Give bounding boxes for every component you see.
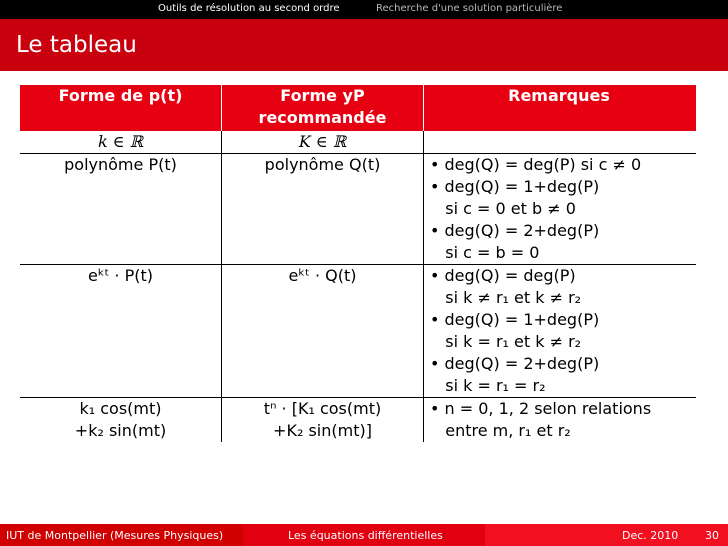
cell-remark: si c = 0 et b ≠ 0: [430, 199, 576, 218]
cell-form: [222, 331, 424, 353]
cell-input: k ∈ ℝ: [20, 131, 222, 154]
footer-author: IUT de Montpellier (Mesures Physiques): [6, 529, 224, 542]
header-col-input: Forme de p(t): [20, 85, 222, 107]
particular-solution-table: [20, 85, 696, 442]
cell-input: k₁ cos(mt): [20, 398, 222, 421]
cell-form: polynôme Q(t): [222, 154, 424, 177]
table-row: [20, 176, 696, 198]
table-header-row-2: [20, 107, 696, 131]
cell-remark: • deg(Q) = 2+deg(P): [430, 221, 600, 240]
nav-section[interactable]: Outils de résolution au second ordre: [158, 3, 340, 14]
cell-input: [20, 331, 222, 353]
cell-form: eᵏᵗ · Q(t): [222, 265, 424, 288]
cell-remark: [424, 131, 697, 154]
table-row: [20, 198, 696, 220]
cell-remark: si k ≠ r₁ et k ≠ r₂: [430, 288, 582, 307]
footer-author-box: [0, 524, 243, 546]
cell-form: [222, 242, 424, 265]
table-row: [20, 287, 696, 309]
cell-input: [20, 287, 222, 309]
cell-input: polynôme P(t): [20, 154, 222, 177]
cell-form: [222, 309, 424, 331]
cell-input: +k₂ sin(mt): [20, 420, 222, 442]
nav-subsection[interactable]: Recherche d'une solution particulière: [376, 3, 563, 14]
cell-remark: entre m, r₁ et r₂: [430, 421, 571, 440]
cell-input: [20, 309, 222, 331]
cell-form: K ∈ ℝ: [222, 131, 424, 154]
cell-form: [222, 353, 424, 375]
cell-input: [20, 220, 222, 242]
table-row: [20, 131, 696, 154]
table-row: [20, 220, 696, 242]
cell-remark: • n = 0, 1, 2 selon relations: [430, 399, 652, 418]
cell-input: [20, 198, 222, 220]
header-col-form-line2: recommandée: [222, 107, 424, 131]
table-row: [20, 331, 696, 353]
table-row: [20, 420, 696, 442]
cell-form: tⁿ · [K₁ cos(mt): [222, 398, 424, 421]
cell-input: [20, 176, 222, 198]
cell-input: [20, 242, 222, 265]
navigation-bar: [0, 0, 728, 19]
footer-title: Les équations différentielles: [288, 529, 443, 542]
table-row: [20, 398, 696, 421]
table-header-row: [20, 85, 696, 107]
table-row: [20, 309, 696, 331]
cell-remark: • deg(Q) = 1+deg(P): [430, 177, 600, 196]
cell-remark: • deg(Q) = deg(P) si c ≠ 0: [430, 155, 642, 174]
cell-input: [20, 353, 222, 375]
cell-form: [222, 220, 424, 242]
header-col-remarks: Remarques: [424, 85, 697, 107]
cell-input: [20, 375, 222, 398]
table-row: [20, 353, 696, 375]
table-row: [20, 154, 696, 177]
cell-form: [222, 375, 424, 398]
cell-remark: • deg(Q) = 1+deg(P): [430, 310, 600, 329]
cell-input: eᵏᵗ · P(t): [20, 265, 222, 288]
frame-title: Le tableau: [16, 32, 137, 58]
header-col-form: Forme yP: [222, 85, 424, 107]
cell-form: [222, 198, 424, 220]
cell-remark: si c = b = 0: [424, 242, 697, 265]
table-row: [20, 375, 696, 398]
cell-form: [222, 176, 424, 198]
footer-date-box: [485, 524, 728, 546]
footer-page-number: 30: [705, 529, 719, 542]
footer-bar: [0, 524, 728, 546]
cell-form: [222, 287, 424, 309]
cell-form: +K₂ sin(mt)]: [222, 420, 424, 442]
footer-date: Dec. 2010: [622, 529, 679, 542]
cell-remark: • deg(Q) = deg(P): [430, 266, 576, 285]
footer-title-box: [243, 524, 485, 546]
cell-remark: • deg(Q) = 2+deg(P): [430, 354, 600, 373]
cell-remark: si k = r₁ = r₂: [424, 375, 697, 398]
frame-title-bar: [0, 19, 728, 71]
cell-remark: si k = r₁ et k ≠ r₂: [430, 332, 582, 351]
table-row: [20, 265, 696, 288]
table-row: [20, 242, 696, 265]
